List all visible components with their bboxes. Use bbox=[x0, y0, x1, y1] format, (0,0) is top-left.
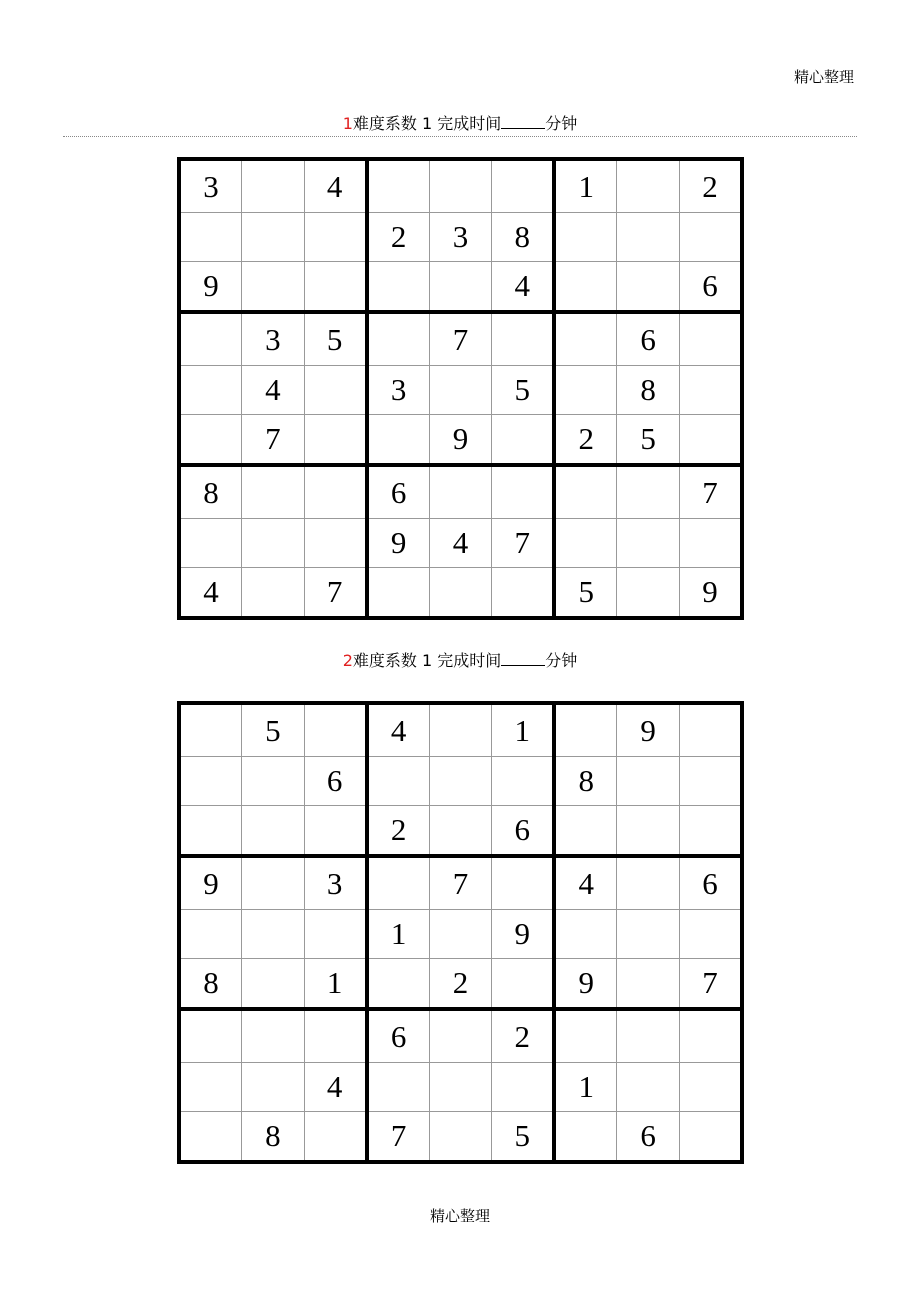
grid-cell: 5 bbox=[492, 1112, 555, 1163]
grid-cell[interactable] bbox=[304, 465, 367, 519]
time-blank[interactable] bbox=[501, 651, 545, 666]
grid-cell: 2 bbox=[429, 959, 492, 1010]
grid-cell[interactable] bbox=[617, 465, 680, 519]
grid-cell[interactable] bbox=[242, 159, 305, 213]
sudoku-grid-1 bbox=[177, 157, 744, 620]
grid-cell[interactable] bbox=[242, 806, 305, 857]
grid-cell[interactable] bbox=[429, 1112, 492, 1163]
grid-cell[interactable] bbox=[554, 213, 617, 262]
grid-cell[interactable] bbox=[242, 465, 305, 519]
grid-cell[interactable] bbox=[242, 959, 305, 1010]
grid-cell[interactable] bbox=[429, 262, 492, 313]
grid-cell: 8 bbox=[242, 1112, 305, 1163]
grid-cell[interactable] bbox=[617, 1009, 680, 1063]
grid-cell: 2 bbox=[367, 213, 430, 262]
grid-cell: 9 bbox=[554, 959, 617, 1010]
grid-cell: 4 bbox=[242, 366, 305, 415]
grid-cell: 6 bbox=[367, 1009, 430, 1063]
grid-cell[interactable] bbox=[179, 519, 242, 568]
grid-cell[interactable] bbox=[304, 415, 367, 466]
grid-cell[interactable] bbox=[679, 1063, 742, 1112]
puzzle-1-title bbox=[0, 114, 920, 134]
grid-cell[interactable] bbox=[429, 159, 492, 213]
grid-cell: 3 bbox=[429, 213, 492, 262]
grid-cell[interactable] bbox=[429, 568, 492, 619]
grid-row bbox=[179, 312, 742, 366]
grid-cell: 6 bbox=[679, 856, 742, 910]
grid-cell[interactable] bbox=[242, 757, 305, 806]
grid-cell[interactable] bbox=[492, 415, 555, 466]
grid-cell[interactable] bbox=[304, 703, 367, 757]
grid-cell[interactable] bbox=[617, 856, 680, 910]
grid-cell[interactable] bbox=[492, 757, 555, 806]
grid-cell[interactable] bbox=[679, 806, 742, 857]
grid-cell: 8 bbox=[617, 366, 680, 415]
grid-cell: 3 bbox=[179, 159, 242, 213]
grid-cell: 3 bbox=[304, 856, 367, 910]
grid-row bbox=[179, 959, 742, 1010]
grid-cell: 9 bbox=[617, 703, 680, 757]
grid-cell[interactable] bbox=[554, 312, 617, 366]
grid-row bbox=[179, 262, 742, 313]
grid-cell[interactable] bbox=[679, 415, 742, 466]
grid-cell[interactable] bbox=[617, 910, 680, 959]
grid-cell[interactable] bbox=[492, 465, 555, 519]
grid-cell: 2 bbox=[679, 159, 742, 213]
grid-cell[interactable] bbox=[617, 757, 680, 806]
grid-cell[interactable] bbox=[242, 856, 305, 910]
grid-cell: 2 bbox=[554, 415, 617, 466]
grid-row bbox=[179, 703, 742, 757]
grid-row bbox=[179, 856, 742, 910]
page-header: 精心整理 bbox=[793, 68, 854, 86]
grid-cell[interactable] bbox=[679, 1112, 742, 1163]
grid-row bbox=[179, 519, 742, 568]
grid-cell[interactable] bbox=[242, 568, 305, 619]
grid-cell: 7 bbox=[679, 465, 742, 519]
grid-cell: 7 bbox=[679, 959, 742, 1010]
puzzle-unit: 分钟 bbox=[545, 114, 578, 133]
grid-cell[interactable] bbox=[242, 910, 305, 959]
grid-cell[interactable] bbox=[304, 1112, 367, 1163]
sudoku-grid-2 bbox=[177, 701, 744, 1164]
grid-cell[interactable] bbox=[367, 959, 430, 1010]
grid-cell[interactable] bbox=[554, 366, 617, 415]
grid-cell[interactable] bbox=[304, 366, 367, 415]
grid-cell[interactable] bbox=[179, 757, 242, 806]
grid-cell[interactable] bbox=[554, 703, 617, 757]
grid-cell[interactable] bbox=[429, 1009, 492, 1063]
grid-cell[interactable] bbox=[492, 312, 555, 366]
grid-cell[interactable] bbox=[429, 366, 492, 415]
grid-row bbox=[179, 213, 742, 262]
grid-cell[interactable] bbox=[429, 1063, 492, 1112]
grid-cell: 6 bbox=[492, 806, 555, 857]
grid-cell[interactable] bbox=[679, 1009, 742, 1063]
grid-cell[interactable] bbox=[679, 312, 742, 366]
grid-cell[interactable] bbox=[679, 366, 742, 415]
puzzle-number: 2 bbox=[342, 651, 353, 670]
grid-cell[interactable] bbox=[679, 519, 742, 568]
grid-row bbox=[179, 568, 742, 619]
grid-cell[interactable] bbox=[367, 415, 430, 466]
grid-cell[interactable] bbox=[617, 159, 680, 213]
grid-cell[interactable] bbox=[304, 806, 367, 857]
grid-cell: 6 bbox=[679, 262, 742, 313]
grid-row bbox=[179, 806, 742, 857]
time-blank[interactable] bbox=[501, 114, 545, 129]
grid-cell[interactable] bbox=[179, 1009, 242, 1063]
grid-cell[interactable] bbox=[179, 1063, 242, 1112]
grid-cell[interactable] bbox=[617, 213, 680, 262]
grid-cell: 4 bbox=[179, 568, 242, 619]
grid-cell[interactable] bbox=[554, 519, 617, 568]
grid-cell: 5 bbox=[554, 568, 617, 619]
grid-cell: 6 bbox=[304, 757, 367, 806]
grid-cell[interactable] bbox=[367, 1063, 430, 1112]
grid-cell[interactable] bbox=[367, 757, 430, 806]
grid-cell[interactable] bbox=[554, 1112, 617, 1163]
grid-cell[interactable] bbox=[554, 910, 617, 959]
grid-cell[interactable] bbox=[242, 519, 305, 568]
grid-cell: 6 bbox=[617, 312, 680, 366]
grid-row bbox=[179, 1009, 742, 1063]
grid-cell[interactable] bbox=[179, 415, 242, 466]
grid-cell[interactable] bbox=[242, 213, 305, 262]
grid-cell: 3 bbox=[367, 366, 430, 415]
grid-cell[interactable] bbox=[429, 465, 492, 519]
grid-cell[interactable] bbox=[554, 1009, 617, 1063]
grid-cell: 9 bbox=[492, 910, 555, 959]
grid-cell[interactable] bbox=[367, 856, 430, 910]
grid-cell: 5 bbox=[617, 415, 680, 466]
grid-cell: 9 bbox=[367, 519, 430, 568]
grid-cell[interactable] bbox=[179, 213, 242, 262]
grid-cell: 1 bbox=[304, 959, 367, 1010]
grid-cell: 1 bbox=[367, 910, 430, 959]
grid-cell[interactable] bbox=[617, 806, 680, 857]
grid-cell[interactable] bbox=[304, 213, 367, 262]
grid-cell[interactable] bbox=[679, 910, 742, 959]
grid-cell[interactable] bbox=[367, 568, 430, 619]
grid-cell[interactable] bbox=[367, 312, 430, 366]
grid-cell[interactable] bbox=[492, 568, 555, 619]
grid-row bbox=[179, 415, 742, 466]
grid-cell: 4 bbox=[492, 262, 555, 313]
grid-cell: 2 bbox=[492, 1009, 555, 1063]
grid-cell: 4 bbox=[304, 159, 367, 213]
grid-cell: 4 bbox=[554, 856, 617, 910]
grid-cell: 7 bbox=[429, 856, 492, 910]
puzzle-2-title bbox=[0, 651, 920, 671]
grid-row bbox=[179, 465, 742, 519]
grid-cell: 2 bbox=[367, 806, 430, 857]
grid-cell: 1 bbox=[492, 703, 555, 757]
grid-cell[interactable] bbox=[492, 959, 555, 1010]
grid-cell[interactable] bbox=[617, 519, 680, 568]
grid-cell[interactable] bbox=[304, 519, 367, 568]
grid-cell: 4 bbox=[367, 703, 430, 757]
grid-cell[interactable] bbox=[304, 910, 367, 959]
grid-cell[interactable] bbox=[179, 806, 242, 857]
grid-cell[interactable] bbox=[492, 159, 555, 213]
header-rule bbox=[63, 136, 857, 137]
grid-cell: 8 bbox=[492, 213, 555, 262]
grid-cell: 7 bbox=[429, 312, 492, 366]
grid-cell[interactable] bbox=[554, 262, 617, 313]
grid-cell[interactable] bbox=[179, 703, 242, 757]
grid-cell[interactable] bbox=[242, 1009, 305, 1063]
grid-cell[interactable] bbox=[179, 910, 242, 959]
grid-cell: 7 bbox=[304, 568, 367, 619]
grid-cell[interactable] bbox=[429, 757, 492, 806]
grid-cell: 7 bbox=[492, 519, 555, 568]
grid-cell[interactable] bbox=[179, 1112, 242, 1163]
grid-cell: 7 bbox=[367, 1112, 430, 1163]
grid-cell[interactable] bbox=[617, 1063, 680, 1112]
grid-cell[interactable] bbox=[492, 1063, 555, 1112]
grid-cell[interactable] bbox=[367, 159, 430, 213]
grid-cell: 9 bbox=[179, 856, 242, 910]
grid-cell: 7 bbox=[242, 415, 305, 466]
grid-cell[interactable] bbox=[679, 703, 742, 757]
grid-cell[interactable] bbox=[179, 312, 242, 366]
grid-cell: 9 bbox=[429, 415, 492, 466]
grid-cell: 4 bbox=[304, 1063, 367, 1112]
grid-cell[interactable] bbox=[367, 262, 430, 313]
grid-cell[interactable] bbox=[554, 465, 617, 519]
grid-cell[interactable] bbox=[492, 856, 555, 910]
grid-cell: 8 bbox=[179, 959, 242, 1010]
grid-cell: 5 bbox=[304, 312, 367, 366]
grid-row bbox=[179, 366, 742, 415]
grid-cell: 8 bbox=[179, 465, 242, 519]
grid-cell: 8 bbox=[554, 757, 617, 806]
grid-cell: 9 bbox=[179, 262, 242, 313]
grid-cell: 5 bbox=[242, 703, 305, 757]
grid-cell[interactable] bbox=[554, 806, 617, 857]
grid-cell: 9 bbox=[679, 568, 742, 619]
page-footer: 精心整理 bbox=[429, 1207, 490, 1225]
grid-cell[interactable] bbox=[617, 262, 680, 313]
grid-row bbox=[179, 1063, 742, 1112]
puzzle-title-text: 难度系数 1 完成时间 bbox=[352, 651, 502, 670]
grid-cell: 1 bbox=[554, 159, 617, 213]
grid-cell[interactable] bbox=[179, 366, 242, 415]
grid-cell[interactable] bbox=[617, 568, 680, 619]
grid-cell[interactable] bbox=[429, 910, 492, 959]
grid-cell[interactable] bbox=[429, 806, 492, 857]
grid-row bbox=[179, 1112, 742, 1163]
grid-cell[interactable] bbox=[617, 959, 680, 1010]
grid-row bbox=[179, 757, 742, 806]
grid-cell[interactable] bbox=[242, 1063, 305, 1112]
grid-cell: 4 bbox=[429, 519, 492, 568]
grid-cell: 6 bbox=[617, 1112, 680, 1163]
grid-cell: 1 bbox=[554, 1063, 617, 1112]
grid-cell: 5 bbox=[492, 366, 555, 415]
grid-cell[interactable] bbox=[304, 262, 367, 313]
grid-cell[interactable] bbox=[304, 1009, 367, 1063]
puzzle-title-text: 难度系数 1 完成时间 bbox=[352, 114, 502, 133]
grid-cell[interactable] bbox=[679, 757, 742, 806]
grid-row bbox=[179, 159, 742, 213]
puzzle-unit: 分钟 bbox=[545, 651, 578, 670]
grid-cell: 6 bbox=[367, 465, 430, 519]
puzzle-number: 1 bbox=[342, 114, 353, 133]
grid-row bbox=[179, 910, 742, 959]
grid-cell: 3 bbox=[242, 312, 305, 366]
grid-cell[interactable] bbox=[429, 703, 492, 757]
grid-cell[interactable] bbox=[679, 213, 742, 262]
grid-cell[interactable] bbox=[242, 262, 305, 313]
